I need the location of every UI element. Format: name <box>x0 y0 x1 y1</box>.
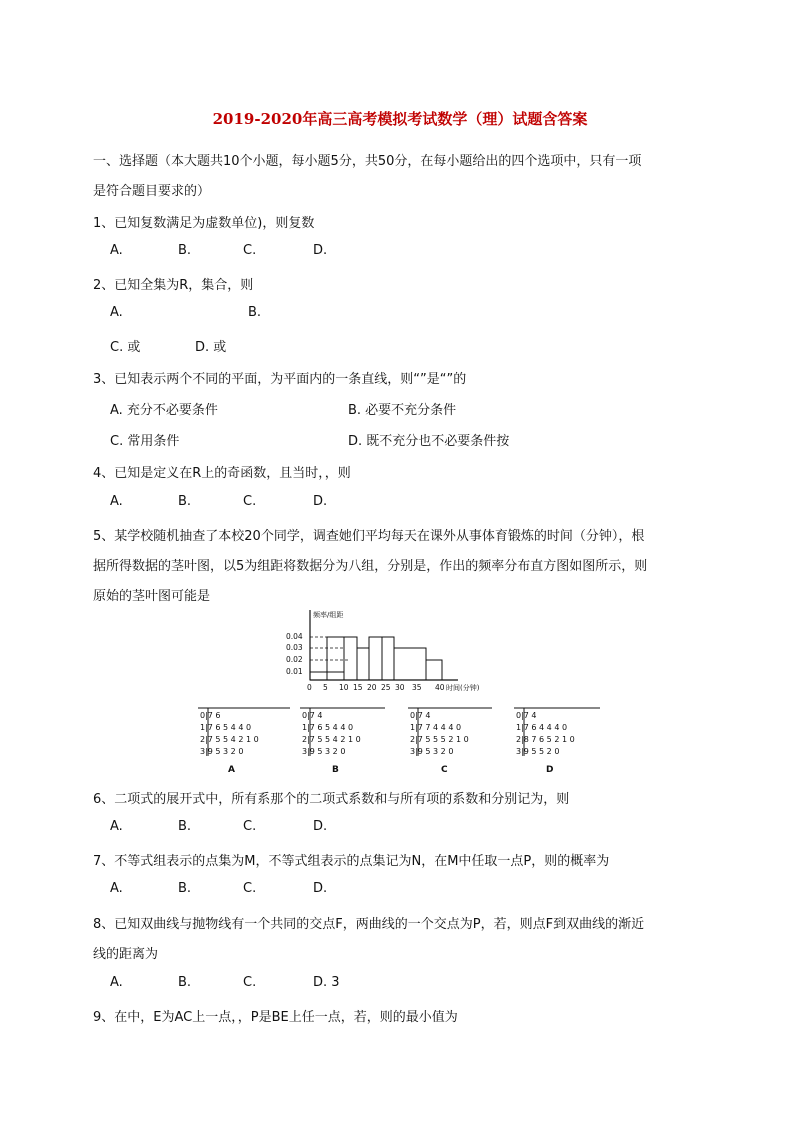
histogram-bar <box>382 637 394 680</box>
stem-leaf-row: 2|7 5 5 4 2 1 0 <box>200 735 259 744</box>
stem-leaf-a <box>198 708 290 775</box>
question-2-stem: 2、已知全集为R，集合，则 <box>93 278 254 293</box>
stem-leaf-row: 3|9 5 5 2 0 <box>516 747 560 756</box>
y-tick: 0.03 <box>286 643 303 652</box>
stem-leaf-b <box>300 708 385 775</box>
histogram-bar <box>394 648 426 680</box>
y-tick: 0.01 <box>286 667 303 676</box>
x-tick: 25 <box>381 683 391 692</box>
q7-option-d: D. <box>313 881 328 896</box>
stem-leaf-row: 3|9 5 3 2 0 <box>200 747 244 756</box>
question-7-stem: 7、不等式组表示的点集为M，不等式组表示的点集记为N，在M中任取一点P，则的概率为 <box>93 854 610 869</box>
y-tick: 0.02 <box>286 655 303 664</box>
stem-leaf-row: 3|9 5 3 2 0 <box>410 747 454 756</box>
x-tick: 35 <box>412 683 422 692</box>
stem-leaf-row: 0|7 4 <box>516 711 537 720</box>
q6-option-a: A. <box>110 819 123 834</box>
question-5-stem-cont2: 原始的茎叶图可能是 <box>93 589 211 604</box>
x-tick: 30 <box>395 683 405 692</box>
q1-option-a: A. <box>110 243 123 258</box>
histogram-bar <box>344 637 357 680</box>
stem-leaf-row: 1|7 7 4 4 4 0 <box>410 723 462 732</box>
q7-option-a: A. <box>110 881 123 896</box>
histogram-bar <box>369 637 382 680</box>
q2-option-b: B. <box>248 305 262 320</box>
stem-leaf-row: 0|7 6 <box>200 711 221 720</box>
stem-leaf-c <box>408 708 492 775</box>
question-5-stem: 5、某学校随机抽查了本校20个同学，调查她们平均每天在课外从事体育锻炼的时间（分钟），根 <box>93 529 645 544</box>
stem-leaf-row: 0|7 4 <box>302 711 323 720</box>
q1-option-c: C. <box>243 243 257 258</box>
x-tick: 40 <box>435 683 445 692</box>
q8-option-b: B. <box>178 975 192 990</box>
q7-option-b: B. <box>178 881 192 896</box>
question-8-stem-cont: 线的距离为 <box>93 947 159 962</box>
stem-leaf-label: D <box>546 765 554 775</box>
q8-option-c: C. <box>243 975 257 990</box>
q4-option-b: B. <box>178 494 192 509</box>
x-tick: 0 <box>307 683 312 692</box>
stem-leaf-label: B <box>332 765 339 775</box>
q4-option-d: D. <box>313 494 328 509</box>
x-tick: 15 <box>353 683 363 692</box>
page-title: 2019-2020年高三高考模拟考试数学（理）试题含答案 <box>212 110 588 128</box>
x-tick: 5 <box>323 683 328 692</box>
y-axis-title: 频率/组距 <box>313 611 344 619</box>
q3-option-c: C. 常用条件 <box>110 434 180 449</box>
x-tick: 10 <box>339 683 349 692</box>
q3-option-a: A. 充分不必要条件 <box>110 403 218 418</box>
stem-leaf-label: C <box>441 765 448 775</box>
stem-leaf-row: 2|7 5 5 4 2 1 0 <box>302 735 361 744</box>
section-heading-cont: 是符合题目要求的） <box>93 184 211 199</box>
question-4-stem: 4、已知是定义在R上的奇函数，且当时，，则 <box>93 466 351 481</box>
question-5-stem-cont: 据所得数据的茎叶图，以5为组距将数据分为八组，分别是，作出的频率分布直方图如图所示，则 <box>93 559 648 574</box>
q1-option-b: B. <box>178 243 192 258</box>
stem-leaf-row: 1|7 6 5 4 4 0 <box>302 723 354 732</box>
stem-leaf-row: 2|7 5 5 5 2 1 0 <box>410 735 469 744</box>
x-axis-title: 时间(分钟) <box>446 684 480 692</box>
q2-option-a: A. <box>110 305 123 320</box>
y-tick: 0.04 <box>286 632 303 641</box>
q8-option-a: A. <box>110 975 123 990</box>
question-1-stem: 1、已知复数满足为虚数单位)，则复数 <box>93 216 315 231</box>
q3-option-b: B. 必要不充分条件 <box>348 403 457 418</box>
question-3-stem: 3、已知表示两个不同的平面，为平面内的一条直线，则“”是“”的 <box>93 372 467 387</box>
q3-option-d: D. 既不充分也不必要条件按 <box>348 434 510 449</box>
q6-option-d: D. <box>313 819 328 834</box>
q8-option-d: D. 3 <box>313 975 340 990</box>
stem-leaf-row: 0|7 4 <box>410 711 431 720</box>
q6-option-c: C. <box>243 819 257 834</box>
question-6-stem: 6、二项式的展开式中，所有系那个的二项式系数和与所有项的系数和分别记为，则 <box>93 792 570 807</box>
q4-option-c: C. <box>243 494 257 509</box>
x-tick: 20 <box>367 683 377 692</box>
histogram-bar <box>426 660 442 680</box>
stem-leaf-row: 3|9 5 3 2 0 <box>302 747 346 756</box>
q2-option-c: C. 或 <box>110 340 141 355</box>
stem-leaf-row: 2|8 7 6 5 2 1 0 <box>516 735 575 744</box>
section-heading: 一、选择题（本大题共10个小题，每小题5分，共50分，在每小题给出的四个选项中，只有一项 <box>93 154 642 169</box>
stem-leaf-row: 1|7 6 4 4 4 0 <box>516 723 568 732</box>
histogram-bar <box>327 637 344 680</box>
q2-option-d: D. 或 <box>195 340 227 355</box>
q1-option-d: D. <box>313 243 328 258</box>
question-8-stem: 8、已知双曲线与抛物线有一个共同的交点F，两曲线的一个交点为P，若，则点F到双曲线的渐近 <box>93 917 645 932</box>
stem-leaf-row: 1|7 6 5 4 4 0 <box>200 723 252 732</box>
q7-option-c: C. <box>243 881 257 896</box>
stem-leaf-label: A <box>228 765 235 775</box>
q6-option-b: B. <box>178 819 192 834</box>
question-9-stem: 9、在中，E为AC上一点，，P是BE上任一点，若，则的最小值为 <box>93 1010 458 1025</box>
q4-option-a: A. <box>110 494 123 509</box>
histogram-bar <box>357 648 369 680</box>
histogram-figure <box>180 608 610 778</box>
stem-leaf-d <box>514 708 600 775</box>
